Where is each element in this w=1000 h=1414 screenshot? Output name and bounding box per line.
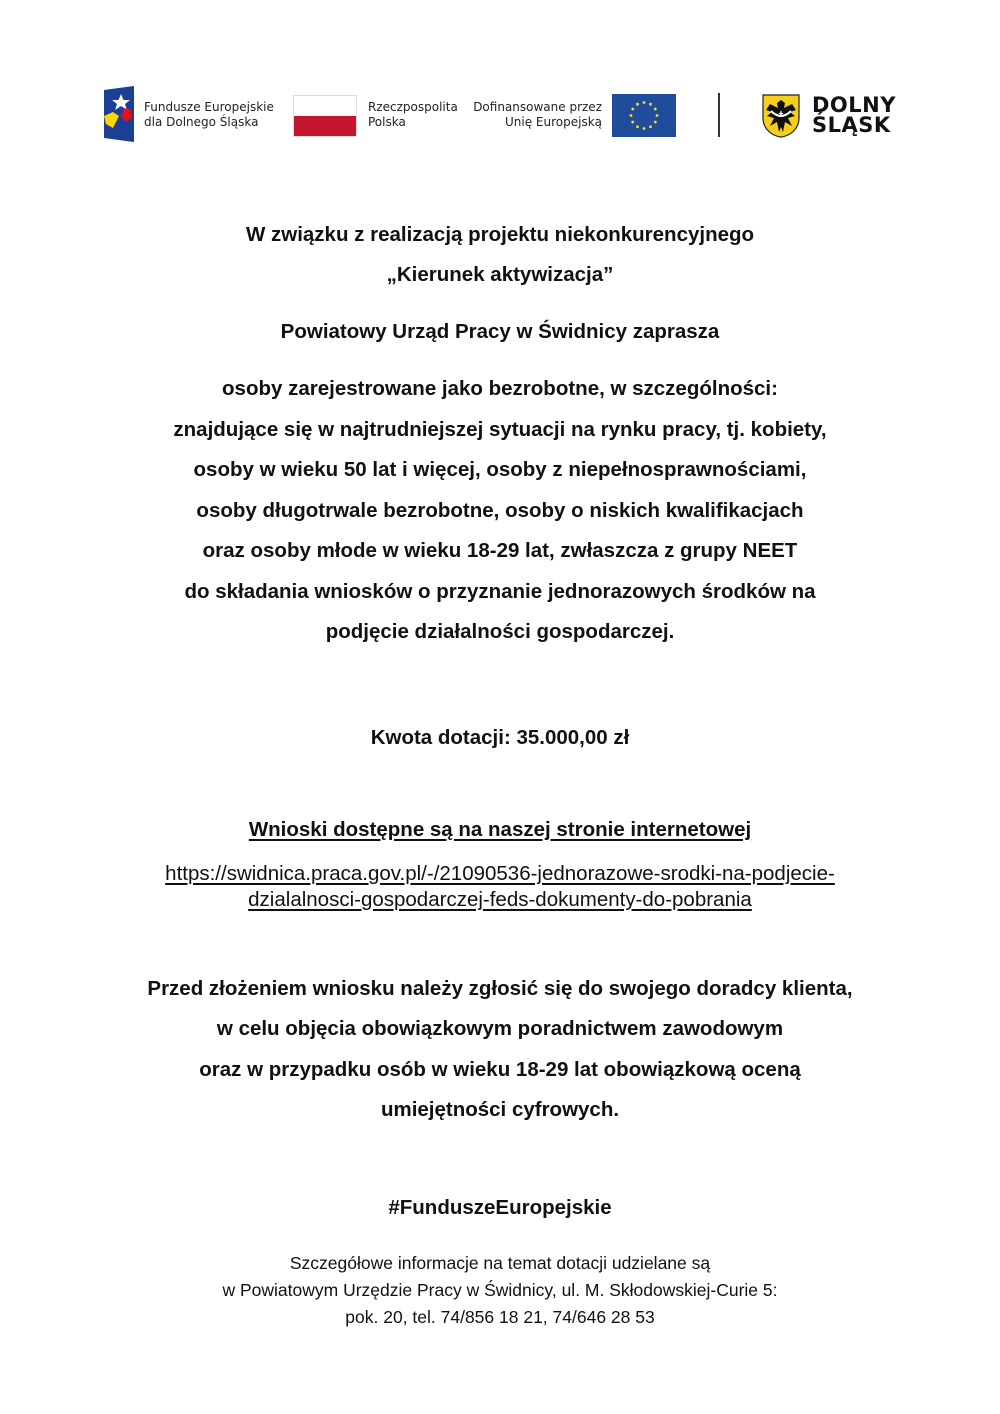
target-line: osoby zarejestrowane jako bezrobotne, w szczególności:	[222, 377, 778, 400]
fundusze-europejskie-logo-icon	[104, 86, 134, 142]
invitation-heading: Powiatowy Urząd Pracy w Świdnicy zaprasza	[280, 320, 720, 343]
target-line: oraz osoby młode w wieku 18-29 lat, zwłaszcza z grupy NEET	[202, 539, 798, 562]
dolny-slask-coat-of-arms-icon	[762, 94, 800, 138]
contact-line: pok. 20, tel. 74/856 18 21, 74/646 28 53	[345, 1307, 655, 1327]
requirement-line: w celu objęcia obowiązkowym poradnictwem zawodowym	[216, 1017, 784, 1040]
fe-logo-line1: Fundusze Europejskie	[144, 100, 274, 114]
requirement-line: oraz w przypadku osób w wieku 18-29 lat obowiązkową oceną	[199, 1058, 801, 1081]
target-line: podjęcie działalności gospodarczej.	[325, 620, 675, 643]
applications-link-line2[interactable]: dzialalnosci-gospodarczej-feds-dokumenty-do-pobrania	[248, 888, 752, 911]
rp-logo-text	[368, 100, 458, 130]
target-line: osoby w wieku 50 lat i więcej, osoby z niepełnosprawnościami,	[193, 458, 807, 481]
eu-logo-text	[470, 100, 602, 130]
grant-amount: Kwota dotacji: 35.000,00 zł	[370, 726, 630, 749]
contact-line: w Powiatowym Urzędzie Pracy w Świdnicy, ul. M. Skłodowskiej-Curie 5:	[222, 1280, 778, 1300]
rp-logo-line2: Polska	[368, 115, 406, 129]
requirement-line: Przed złożeniem wniosku należy zgłosić się do swojego doradcy klienta,	[147, 977, 853, 1000]
ds-logo-line1: DOLNY	[812, 93, 896, 117]
eu-logo-line1: Dofinansowane przez	[473, 100, 602, 114]
polish-flag-icon	[293, 95, 357, 137]
fe-logo-text	[144, 100, 274, 130]
target-line: znajdujące się w najtrudniejszej sytuacji na rynku pracy, tj. kobiety,	[173, 418, 827, 441]
fe-logo-line2: dla Dolnego Śląska	[144, 115, 259, 129]
applications-link-line1[interactable]: https://swidnica.praca.gov.pl/-/21090536-jednorazowe-srodki-na-podjecie-	[165, 862, 835, 885]
target-line: osoby długotrwale bezrobotne, osoby o niskich kwalifikacjach	[196, 499, 804, 522]
intro-text: W związku z realizacją projektu niekonkurencyjnego	[245, 223, 755, 246]
contact-line: Szczegółowe informacje na temat dotacji udzielane są	[289, 1253, 711, 1273]
dolny-slask-logo-text	[812, 95, 896, 135]
project-name: „Kierunek aktywizacja”	[386, 263, 614, 286]
logo-divider	[718, 93, 720, 137]
rp-logo-line1: Rzeczpospolita	[368, 100, 458, 114]
hashtag: #FunduszeEuropejskie	[388, 1196, 612, 1219]
target-line: do składania wniosków o przyznanie jednorazowych środków na	[184, 580, 816, 603]
eu-flag-icon	[612, 94, 676, 137]
ds-logo-line2: ŚLĄSK	[812, 113, 891, 137]
requirement-line: umiejętności cyfrowych.	[380, 1098, 620, 1121]
logo-bar	[0, 80, 1000, 150]
applications-heading: Wnioski dostępne są na naszej stronie internetowej	[248, 818, 752, 841]
eu-logo-line2: Unię Europejską	[504, 115, 602, 129]
